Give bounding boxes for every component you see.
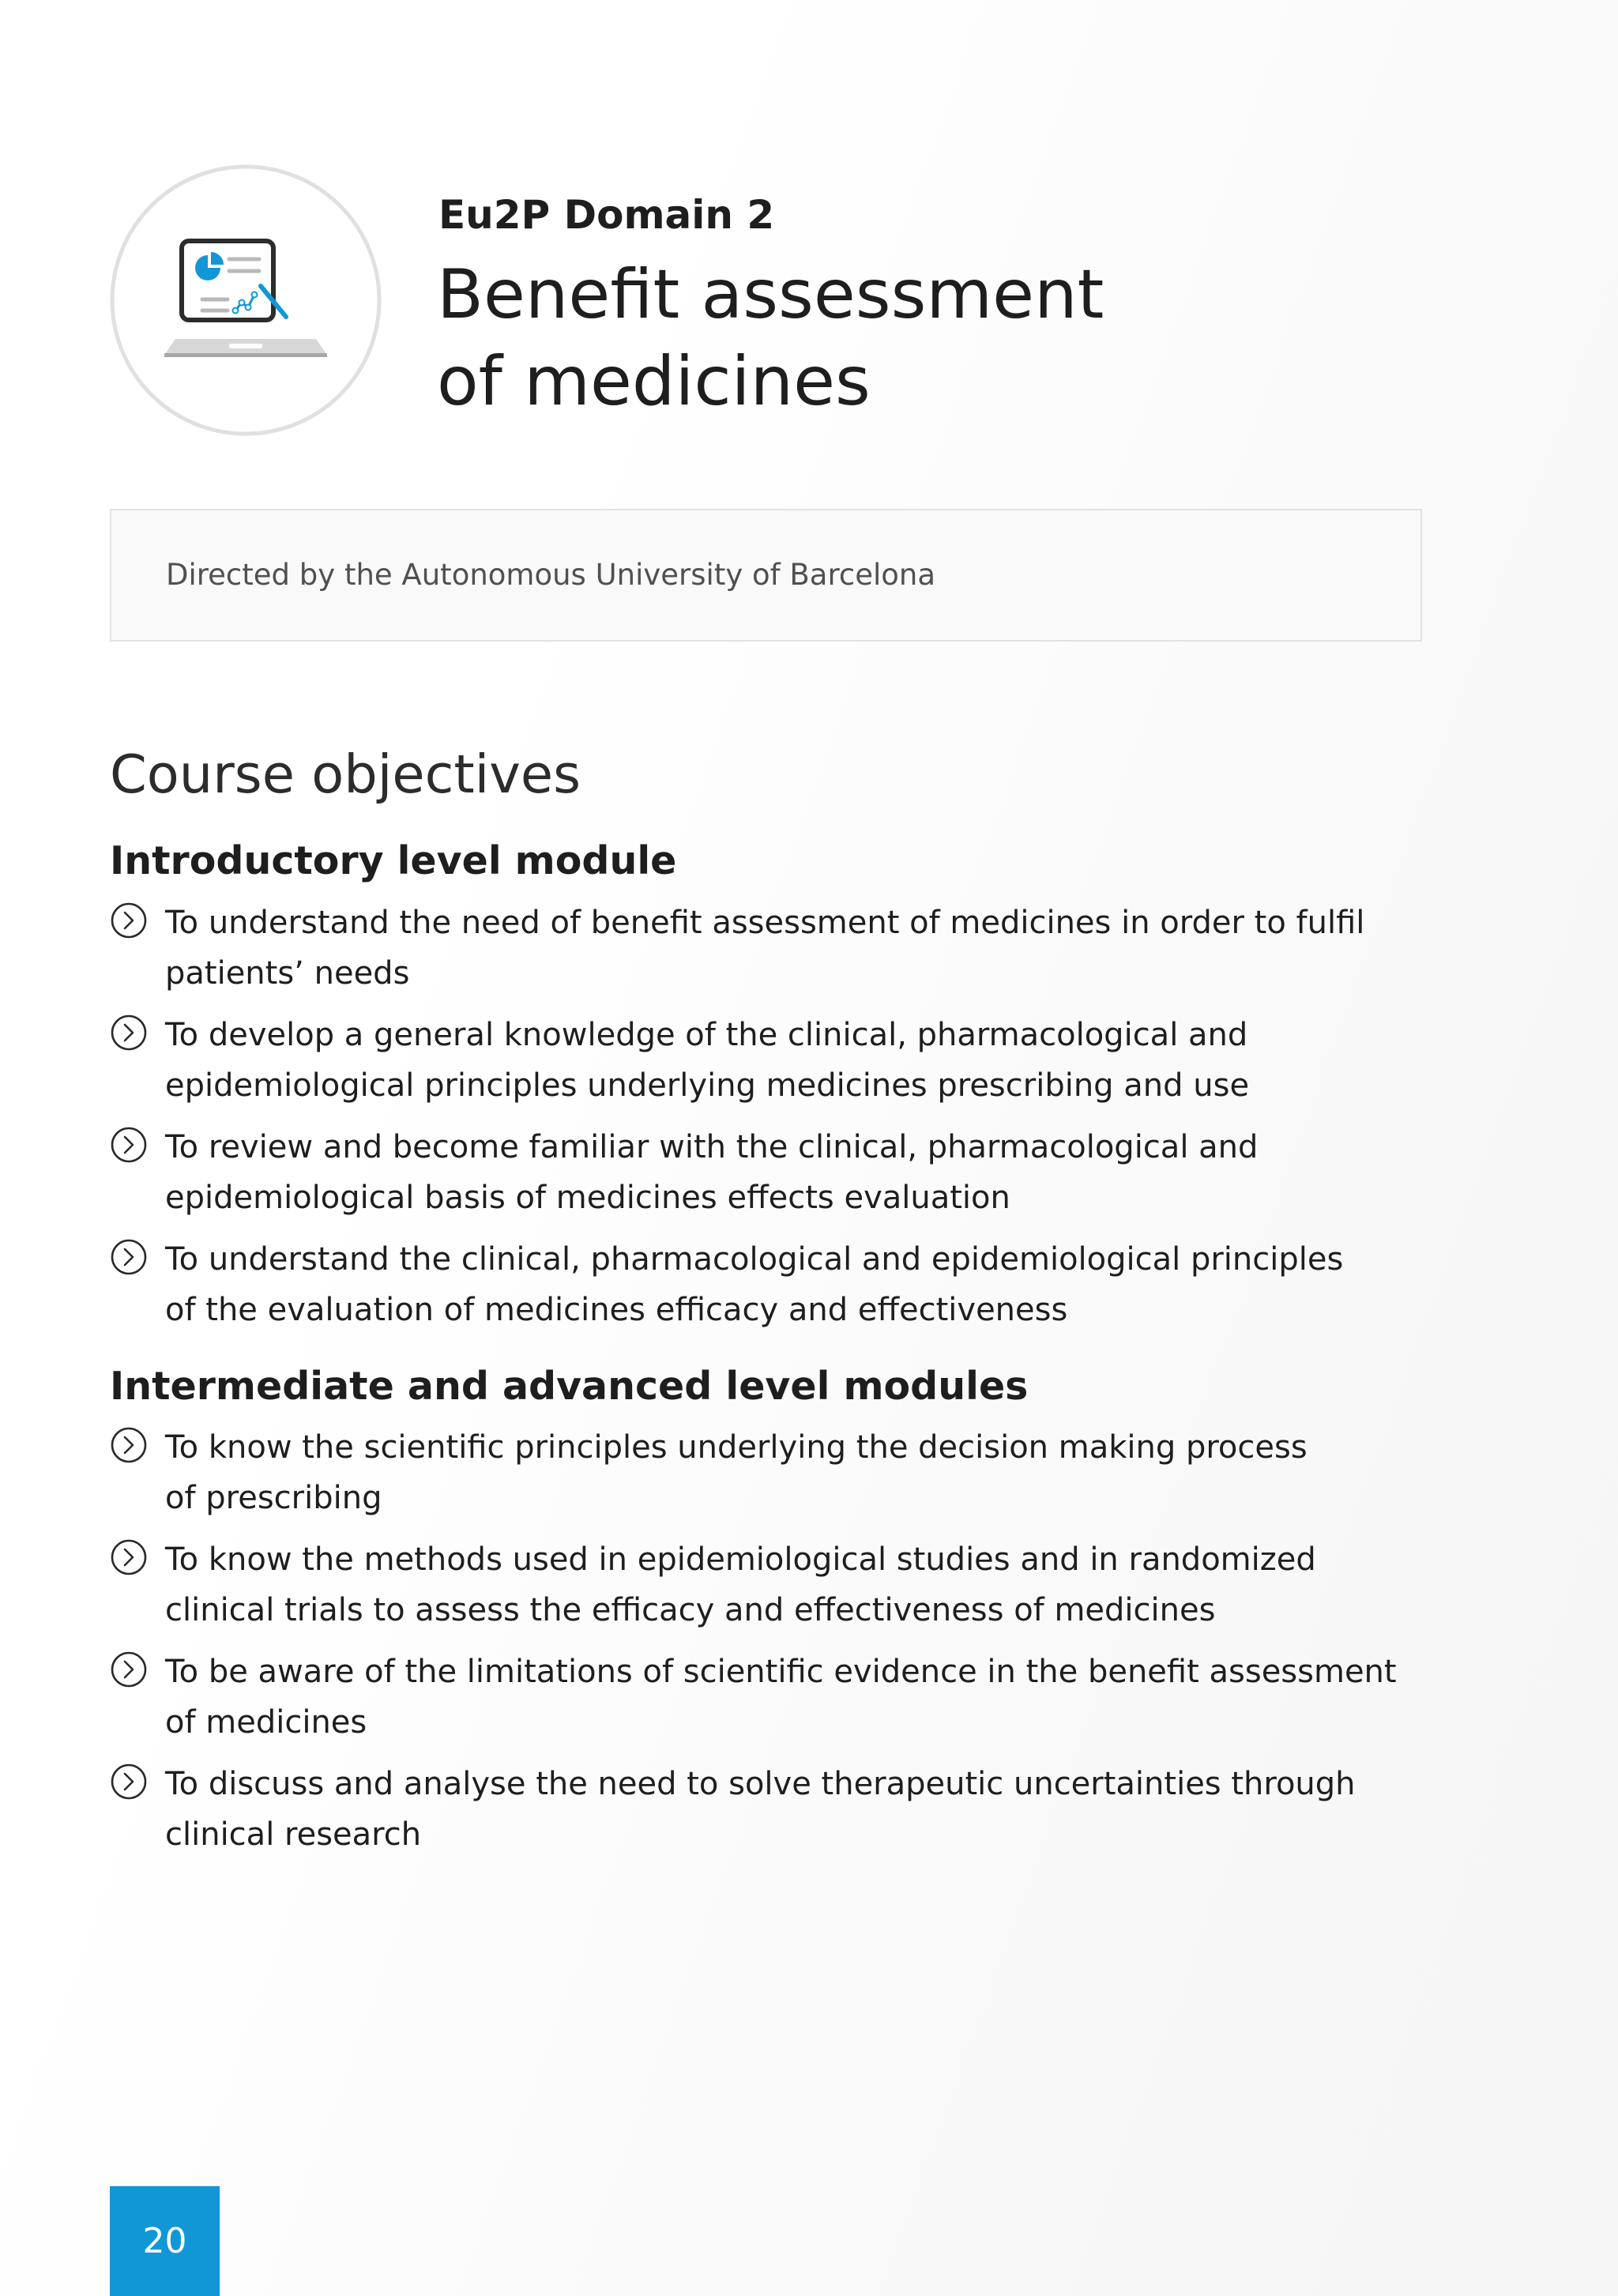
- objective-text-line: To review and become familiar with the clinical, pharmacological and: [165, 1129, 1259, 1165]
- introductory-objectives-list: [110, 898, 1453, 1346]
- course-objectives-heading: Course objectives: [110, 743, 581, 805]
- circle-chevron-right-icon: [110, 1238, 148, 1276]
- director-info-text: Directed by the Autonomous University of Barcelona: [166, 558, 936, 592]
- objective-text-line: of the evaluation of medicines efficacy and effectiveness: [165, 1292, 1068, 1328]
- circle-chevron-right-icon: [110, 1426, 148, 1464]
- objective-item: [110, 1422, 1453, 1523]
- domain-label: Eu2P Domain 2: [438, 192, 775, 238]
- page-number-badge: [110, 2186, 220, 2296]
- objective-item: [110, 1647, 1453, 1748]
- page-title-line: Benefit assessment: [437, 255, 1104, 334]
- objective-text-line: clinical research: [165, 1816, 422, 1853]
- objective-text-line: of prescribing: [165, 1480, 382, 1516]
- objective-item: [110, 898, 1453, 999]
- circle-chevron-right-icon: [110, 1126, 148, 1164]
- objective-item: [110, 1122, 1453, 1223]
- introductory-module-heading: Introductory level module: [110, 838, 677, 883]
- objective-text-line: patients’ needs: [165, 955, 410, 992]
- laptop-analytics-icon: [109, 164, 382, 437]
- circle-chevron-right-icon: [110, 1014, 148, 1052]
- page-title-line: of medicines: [437, 342, 871, 421]
- circle-chevron-right-icon: [110, 1763, 148, 1801]
- objective-text-line: To discuss and analyse the need to solve therapeutic uncertainties through: [165, 1766, 1356, 1802]
- objective-text-line: clinical trials to assess the efficacy and effectiveness of medicines: [165, 1592, 1216, 1628]
- director-info-box: [110, 509, 1422, 642]
- advanced-modules-heading: Intermediate and advanced level modules: [110, 1364, 1029, 1409]
- objective-text-line: To understand the need of benefit assessment of medicines in order to fulfil: [165, 905, 1365, 941]
- objective-text-line: To know the methods used in epidemiological studies and in randomized: [165, 1541, 1316, 1578]
- objective-item: [110, 1234, 1453, 1335]
- objective-text-line: To understand the clinical, pharmacological and epidemiological principles: [165, 1241, 1344, 1278]
- objective-item: [110, 1759, 1453, 1860]
- page-number: 20: [142, 2221, 187, 2261]
- objective-text-line: epidemiological principles underlying medicines prescribing and use: [165, 1067, 1250, 1104]
- circle-chevron-right-icon: [110, 1650, 148, 1688]
- objective-text-line: To know the scientific principles underlying the decision making process: [165, 1429, 1308, 1466]
- objective-item: [110, 1010, 1453, 1111]
- objective-text-line: To be aware of the limitations of scientific evidence in the benefit assessment: [165, 1654, 1397, 1690]
- objective-text-line: of medicines: [165, 1704, 367, 1741]
- circle-chevron-right-icon: [110, 1538, 148, 1576]
- objective-text-line: epidemiological basis of medicines effects evaluation: [165, 1180, 1010, 1216]
- page-title: [437, 251, 1385, 425]
- circle-chevron-right-icon: [110, 901, 148, 939]
- advanced-objectives-list: [110, 1422, 1453, 1871]
- objective-text-line: To develop a general knowledge of the clinical, pharmacological and: [165, 1017, 1248, 1053]
- objective-item: [110, 1534, 1453, 1635]
